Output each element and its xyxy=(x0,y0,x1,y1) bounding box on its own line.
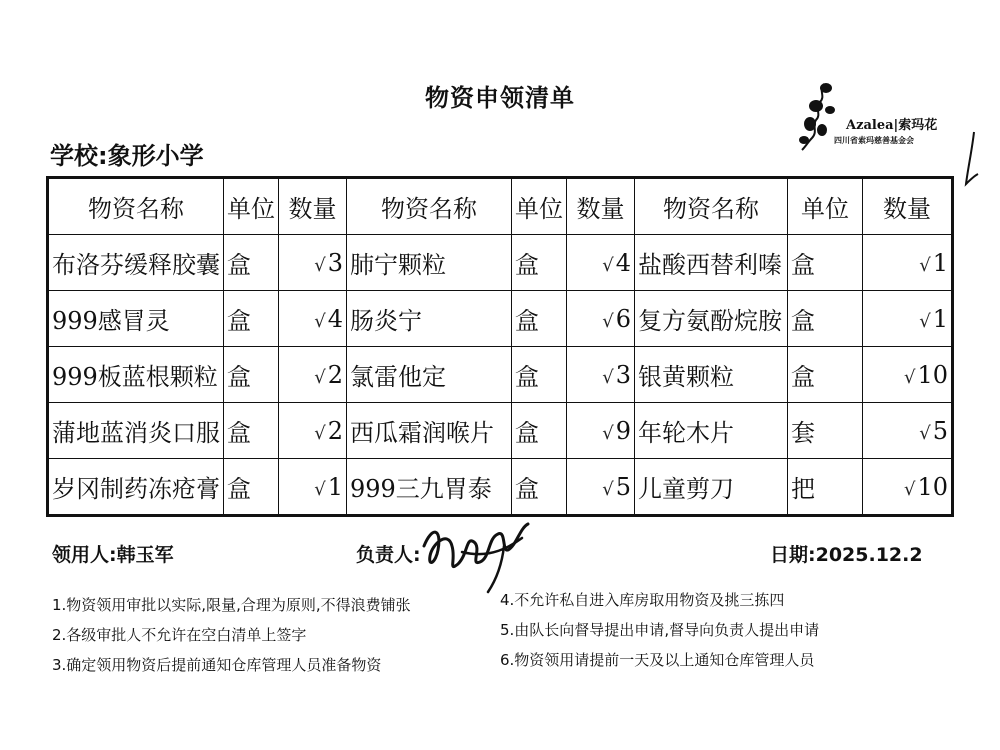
header-item-name-3: 物资名称 xyxy=(635,178,788,235)
item-name: 氯雷他定 xyxy=(347,347,512,403)
item-quantity xyxy=(863,347,953,403)
school-name: 学校:象形小学 xyxy=(50,142,204,170)
notes-right xyxy=(500,585,819,675)
item-quantity xyxy=(567,459,635,516)
header-item-name-2: 物资名称 xyxy=(347,178,512,235)
logo-brand-text: Azalea|索玛花 xyxy=(846,118,938,133)
item-quantity xyxy=(279,291,347,347)
header-unit-2: 单位 xyxy=(512,178,567,235)
quantity-value: 6 xyxy=(615,304,631,333)
check-mark-icon: √ xyxy=(919,254,931,276)
pen-mark xyxy=(962,130,982,190)
check-mark-icon: √ xyxy=(602,366,614,388)
item-name: 肠炎宁 xyxy=(347,291,512,347)
header-quantity-3: 数量 xyxy=(863,178,953,235)
header-item-name-1: 物资名称 xyxy=(48,178,224,235)
item-quantity xyxy=(863,403,953,459)
item-quantity xyxy=(279,459,347,516)
check-mark-icon: √ xyxy=(602,310,614,332)
item-unit: 盒 xyxy=(224,459,279,516)
check-mark-icon: √ xyxy=(919,422,931,444)
item-unit: 把 xyxy=(788,459,863,516)
header-unit-3: 单位 xyxy=(788,178,863,235)
quantity-value: 3 xyxy=(327,248,343,277)
note-item: 1.物资领用审批以实际,限量,合理为原则,不得浪费铺张 xyxy=(52,596,411,614)
table-row xyxy=(48,347,953,403)
item-quantity xyxy=(863,235,953,291)
date-label: 日期:2025.12.2 xyxy=(770,544,923,566)
quantity-value: 10 xyxy=(917,360,948,389)
item-name: 蒲地蓝消炎口服 xyxy=(48,403,224,459)
quantity-value: 5 xyxy=(932,416,948,445)
table-header-row xyxy=(48,178,953,235)
item-name: 儿童剪刀 xyxy=(635,459,788,516)
item-quantity xyxy=(863,459,953,516)
check-mark-icon: √ xyxy=(314,366,326,388)
item-unit: 盒 xyxy=(512,235,567,291)
table-row xyxy=(48,459,953,516)
item-unit: 套 xyxy=(788,403,863,459)
item-unit: 盒 xyxy=(788,291,863,347)
note-item: 3.确定领用物资后提前通知仓库管理人员准备物资 xyxy=(52,656,382,674)
item-quantity xyxy=(567,235,635,291)
quantity-value: 1 xyxy=(932,304,948,333)
check-mark-icon: √ xyxy=(314,254,326,276)
quantity-value: 10 xyxy=(917,472,948,501)
check-mark-icon: √ xyxy=(602,254,614,276)
check-mark-icon: √ xyxy=(314,478,326,500)
note-item: 2.各级审批人不允许在空白清单上签字 xyxy=(52,626,307,644)
item-quantity xyxy=(567,403,635,459)
quantity-value: 1 xyxy=(327,472,343,501)
item-unit: 盒 xyxy=(224,291,279,347)
item-quantity xyxy=(279,403,347,459)
form-title: 物资申领清单 xyxy=(425,84,575,112)
check-mark-icon: √ xyxy=(602,422,614,444)
materials-table xyxy=(46,176,954,517)
responsible-person-label: 负责人: xyxy=(356,544,421,566)
item-quantity xyxy=(567,347,635,403)
item-unit: 盒 xyxy=(512,291,567,347)
quantity-value: 4 xyxy=(615,248,631,277)
quantity-value: 9 xyxy=(615,416,631,445)
item-quantity xyxy=(279,347,347,403)
note-item: 4.不允许私自进入库房取用物资及挑三拣四 xyxy=(500,591,785,609)
quantity-value: 3 xyxy=(615,360,631,389)
header-quantity-1: 数量 xyxy=(279,178,347,235)
item-name: 复方氨酚烷胺 xyxy=(635,291,788,347)
item-unit: 盒 xyxy=(512,403,567,459)
check-mark-icon: √ xyxy=(602,478,614,500)
item-unit: 盒 xyxy=(224,235,279,291)
recipient-label: 领用人:韩玉军 xyxy=(52,544,174,566)
item-name: 布洛芬缓释胶囊 xyxy=(48,235,224,291)
item-name: 999感冒灵 xyxy=(48,291,224,347)
notes-left xyxy=(52,590,411,680)
table-row xyxy=(48,235,953,291)
item-name: 岁冈制药冻疮膏 xyxy=(48,459,224,516)
header-unit-1: 单位 xyxy=(224,178,279,235)
item-quantity xyxy=(863,291,953,347)
item-unit: 盒 xyxy=(788,235,863,291)
item-name: 999板蓝根颗粒 xyxy=(48,347,224,403)
quantity-value: 2 xyxy=(327,416,343,445)
logo-foundation-text: 四川省索玛慈善基金会 xyxy=(834,136,914,145)
item-unit: 盒 xyxy=(224,403,279,459)
item-name: 盐酸西替利嗪 xyxy=(635,235,788,291)
handwritten-signature xyxy=(418,516,538,596)
item-unit: 盒 xyxy=(512,459,567,516)
check-mark-icon: √ xyxy=(903,366,916,388)
foundation-logo xyxy=(790,80,940,155)
item-name: 999三九胃泰 xyxy=(347,459,512,516)
quantity-value: 2 xyxy=(327,360,343,389)
table-row xyxy=(48,403,953,459)
check-mark-icon: √ xyxy=(903,478,916,500)
item-quantity xyxy=(279,235,347,291)
check-mark-icon: √ xyxy=(314,310,326,332)
quantity-value: 1 xyxy=(932,248,948,277)
quantity-value: 5 xyxy=(615,472,631,501)
item-unit: 盒 xyxy=(224,347,279,403)
check-mark-icon: √ xyxy=(314,422,326,444)
item-name: 西瓜霜润喉片 xyxy=(347,403,512,459)
item-name: 年轮木片 xyxy=(635,403,788,459)
item-name: 银黄颗粒 xyxy=(635,347,788,403)
note-item: 5.由队长向督导提出申请,督导向负责人提出申请 xyxy=(500,621,820,639)
quantity-value: 4 xyxy=(327,304,343,333)
note-item: 6.物资领用请提前一天及以上通知仓库管理人员 xyxy=(500,651,815,669)
item-quantity xyxy=(567,291,635,347)
item-name: 肺宁颗粒 xyxy=(347,235,512,291)
table-row xyxy=(48,291,953,347)
header-quantity-2: 数量 xyxy=(567,178,635,235)
check-mark-icon: √ xyxy=(919,310,931,332)
item-unit: 盒 xyxy=(512,347,567,403)
item-unit: 盒 xyxy=(788,347,863,403)
